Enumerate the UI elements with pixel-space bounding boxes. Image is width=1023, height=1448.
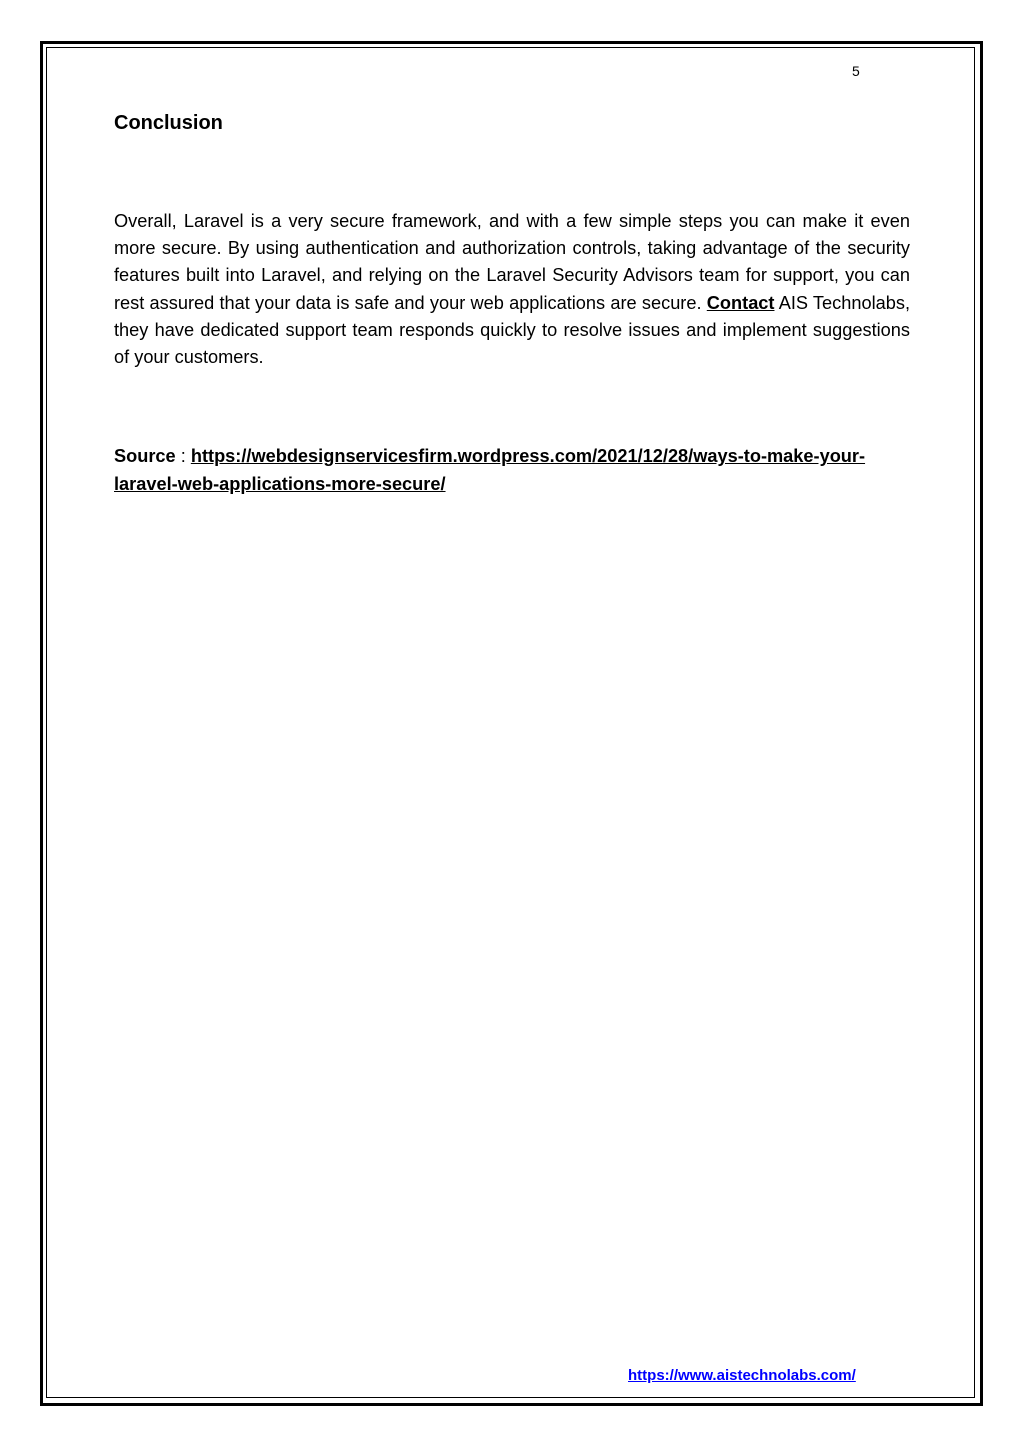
source-line — [114, 443, 914, 498]
section-heading: Conclusion — [114, 112, 223, 134]
conclusion-paragraph — [114, 208, 910, 371]
source-separator: : — [175, 446, 191, 466]
source-link[interactable]: https://webdesignservicesfirm.wordpress.com/2021/12/28/ways-to-make-your-laravel-web-applications-more-secure/ — [114, 446, 866, 494]
contact-link[interactable]: Contact — [706, 292, 775, 313]
source-label: Source — [114, 446, 176, 466]
paragraph-text-part1: Overall, Laravel is a very secure framework, and with a few simple steps you can make it even more secure. By using authentication and authorization controls, taking advantage of the security features built into Laravel, and relying on the Laravel Security Advisors team for support, you can rest assured that your data is safe and your web applications are secure. — [114, 211, 910, 313]
footer-website-link[interactable]: https://www.aistechnolabs.com/ — [628, 1367, 856, 1384]
paragraph-text-part2: AIS Technolabs, they have dedicated support team responds quickly to resolve issues and implement suggestions of your customers. — [114, 292, 910, 368]
page-number: 5 — [852, 63, 860, 79]
